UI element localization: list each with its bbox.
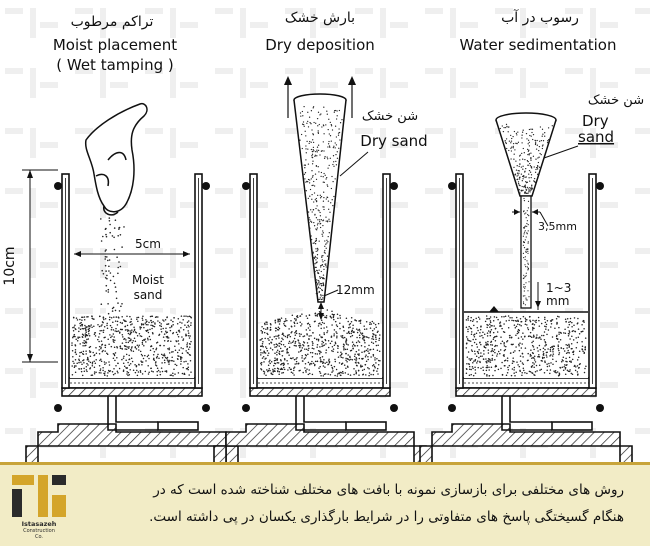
panel3-sand-fa-label: شن خشک bbox=[587, 93, 645, 108]
height-label: 10cm bbox=[2, 246, 18, 286]
tube-diameter-label: 3,5mm bbox=[538, 220, 577, 233]
company-logo bbox=[8, 473, 70, 539]
gap-range-label-1: 1~3 bbox=[546, 281, 572, 295]
gap-range-label-2: mm bbox=[546, 294, 570, 308]
panel3-sand-en-label-2: sand bbox=[578, 128, 615, 146]
logo-line-3: Co. bbox=[34, 534, 44, 539]
panel1-fa-title: تراکم مرطوب bbox=[70, 14, 154, 30]
panel3-sand-en-label-1: Dry bbox=[582, 112, 609, 130]
panel3-fa-title: رسوب در آب bbox=[501, 10, 579, 26]
panel2-fa-title: بارش خشک bbox=[284, 10, 356, 26]
panel3-en-title: Water sedimentation bbox=[459, 36, 617, 54]
caption-text bbox=[84, 477, 624, 531]
caption-line-1: روش های مختلفی برای بازسازی نمونه با بافت های مختلف شناخته شده است که در bbox=[153, 482, 624, 498]
moist-sand-label-2: sand bbox=[133, 288, 163, 302]
panel2-sand-fa-label: شن خشک bbox=[361, 109, 419, 124]
panel2-en-title: Dry deposition bbox=[265, 36, 375, 54]
width-label: 5cm bbox=[135, 237, 161, 251]
moist-sand-label-1: Moist bbox=[132, 273, 164, 287]
logo-line-2: Construction bbox=[23, 528, 55, 534]
panel1-en-subtitle: ( Wet tamping ) bbox=[56, 56, 174, 74]
panel1-en-title: Moist placement bbox=[52, 36, 178, 54]
caption-line-2: هنگام گسیختگی پاسخ های متفاوتی را در شرایط بارگذاری یکسان در پی داشته است. bbox=[149, 509, 624, 525]
caption-bar bbox=[0, 462, 650, 546]
panel2-sand-en-label: Dry sand bbox=[360, 132, 428, 150]
logo-line-1: Istasazeh bbox=[21, 520, 57, 528]
gap-12mm-label: 12mm bbox=[336, 283, 375, 297]
